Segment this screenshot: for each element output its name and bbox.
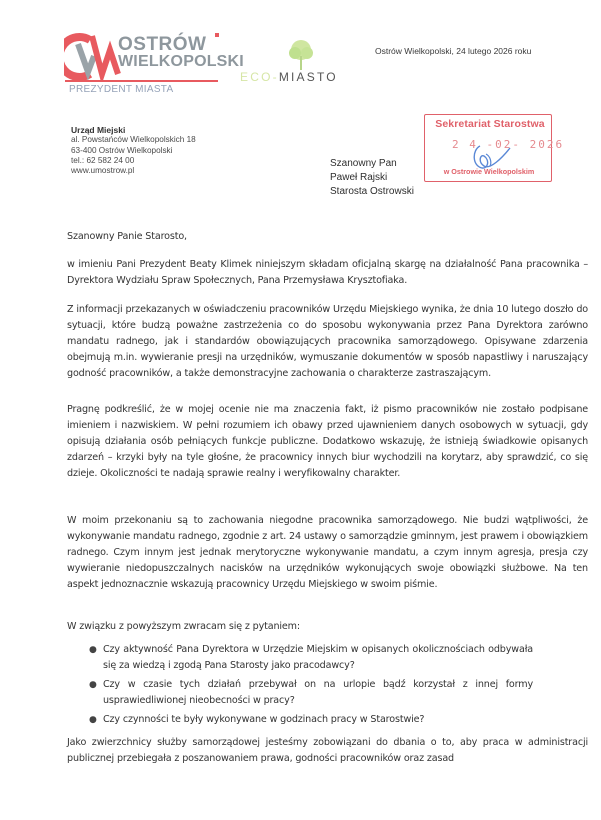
sender-city: 63-400 Ostrów Wielkopolski [71, 145, 173, 155]
recipient-salutation: Szanowny Pan [330, 158, 397, 169]
sender-street: al. Powstańców Wielkopolskich 18 [71, 135, 196, 145]
eco-suffix: MIASTO [278, 70, 338, 84]
recipient-name: Paweł Rajski [330, 172, 388, 183]
sender-name: Urząd Miejski [71, 125, 126, 135]
paragraph-closing: Jako zwierzchnicy służby samorządowej jesteśmy zobowiązani do dbania o to, aby praca w administracji publicznej przebiegała z poszanowaniem prawa, godności pracowników oraz zasad [67, 737, 588, 764]
sender-phone: tel.: 62 582 24 00 [71, 155, 135, 165]
paragraph-4: W moim przekonaniu są to zachowania niegodne pracownika samorządowego. Nie budzi wątpliwości, że wykonywanie mandatu radnego, zgodnie z art. 24 ustawy o samorządzie gminnym, jest prawem i obowiązkiem radnego. Czym innym jest jednak merytoryczne wykonywanie mandatu, a czym innym agresja, presja czy wywieranie niedopuszczalnych nacisków na urzędników wykonujących swoje obowiązki służbowe. Na ten aspekt jednoznacznie wskazują pracownicy Urzędu Miejskiego w swoim piśmie. [67, 515, 588, 590]
paragraph-5: W związku z powyższym zwracam się z pytaniem: [67, 621, 300, 632]
stamp-location: w Ostrowie Wielkopolskim [443, 167, 535, 176]
logo-subtitle: PREZYDENT MIASTA [69, 84, 174, 95]
bullet-icon: ● [89, 680, 97, 690]
recipient-title: Starosta Ostrowski [330, 186, 414, 197]
eco-separator: - [272, 70, 279, 84]
paragraph-2: Z informacji przekazanych w oświadczeniu pracowników Urzędu Miejskiego wynika, że dnia 10 lutego doszło do sytuacji, które budzą poważne zastrzeżenia co do sposobu wykonywania przez Pana Dyrektora zarówno mandatu radnego, jak i standardów obowiązujących pracownika samorządowego. Opisywane zdarzenia obejmują m.in. wywieranie presji na urzędników, wymuszanie dokumentów w sposób napastliwy i naruszający godność pracowników, a także demonstracyjne zachowania o charakterze zastraszającym. [67, 304, 588, 379]
question-1: Czy aktywność Pana Dyrektora w Urzędzie Miejskim w opisanych okolicznościach odbywała się za wiedzą i zgodą Pana Starosty jako pracodawcy? [103, 644, 533, 671]
letter-greeting: Szanowny Panie Starosto, [67, 231, 187, 242]
logo-line1: OSTRÓW [118, 34, 207, 55]
bullet-icon: ● [89, 645, 97, 655]
bullet-icon: ● [89, 715, 97, 725]
eco-prefix: ECO [240, 70, 273, 84]
stamp-title: Sekretariat Starostwa [435, 118, 545, 130]
sender-website: www.umostrow.pl [71, 166, 135, 176]
stamp-date: 2 4 -02- 2026 [452, 138, 565, 151]
question-2: Czy w czasie tych działań przebywał on na urlopie bądź korzystał z innej formy usprawiedliwionej nieobecności w pracy? [103, 679, 533, 706]
paragraph-1: w imieniu Pani Prezydent Beaty Klimek niniejszym składam oficjalną skargę na działalność Pana pracownika – Dyrektora Wydziału Spraw Społecznych, Pana Przemysława Krysztofiaka. [67, 259, 588, 286]
question-3: Czy czynności te były wykonywane w godzinach pracy w Starostwie? [103, 714, 425, 725]
paragraph-3: Pragnę podkreślić, że w mojej ocenie nie ma znaczenia fakt, iż pismo pracowników nie zostało podpisane imieniem i nazwiskiem. W pełni rozumiem ich obawy przed ujawnieniem danych osobowych w sytuacji, gdy opisują działania osób pełniących funkcje publiczne. Dodatkowo wskazuję, że istnieją świadkowie opisanych zdarzeń – krzyki były na tyle głośne, że pracownicy innych biur wychodzili na korytarz, aby sprawdzić, co się dzieje. Okoliczności te nadają sprawie realny i weryfikowalny charakter. [67, 404, 588, 479]
logo-line2: WIELKOPOLSKI [118, 53, 244, 70]
letter-date: Ostrów Wielkopolski, 24 lutego 2026 roku [375, 46, 532, 56]
